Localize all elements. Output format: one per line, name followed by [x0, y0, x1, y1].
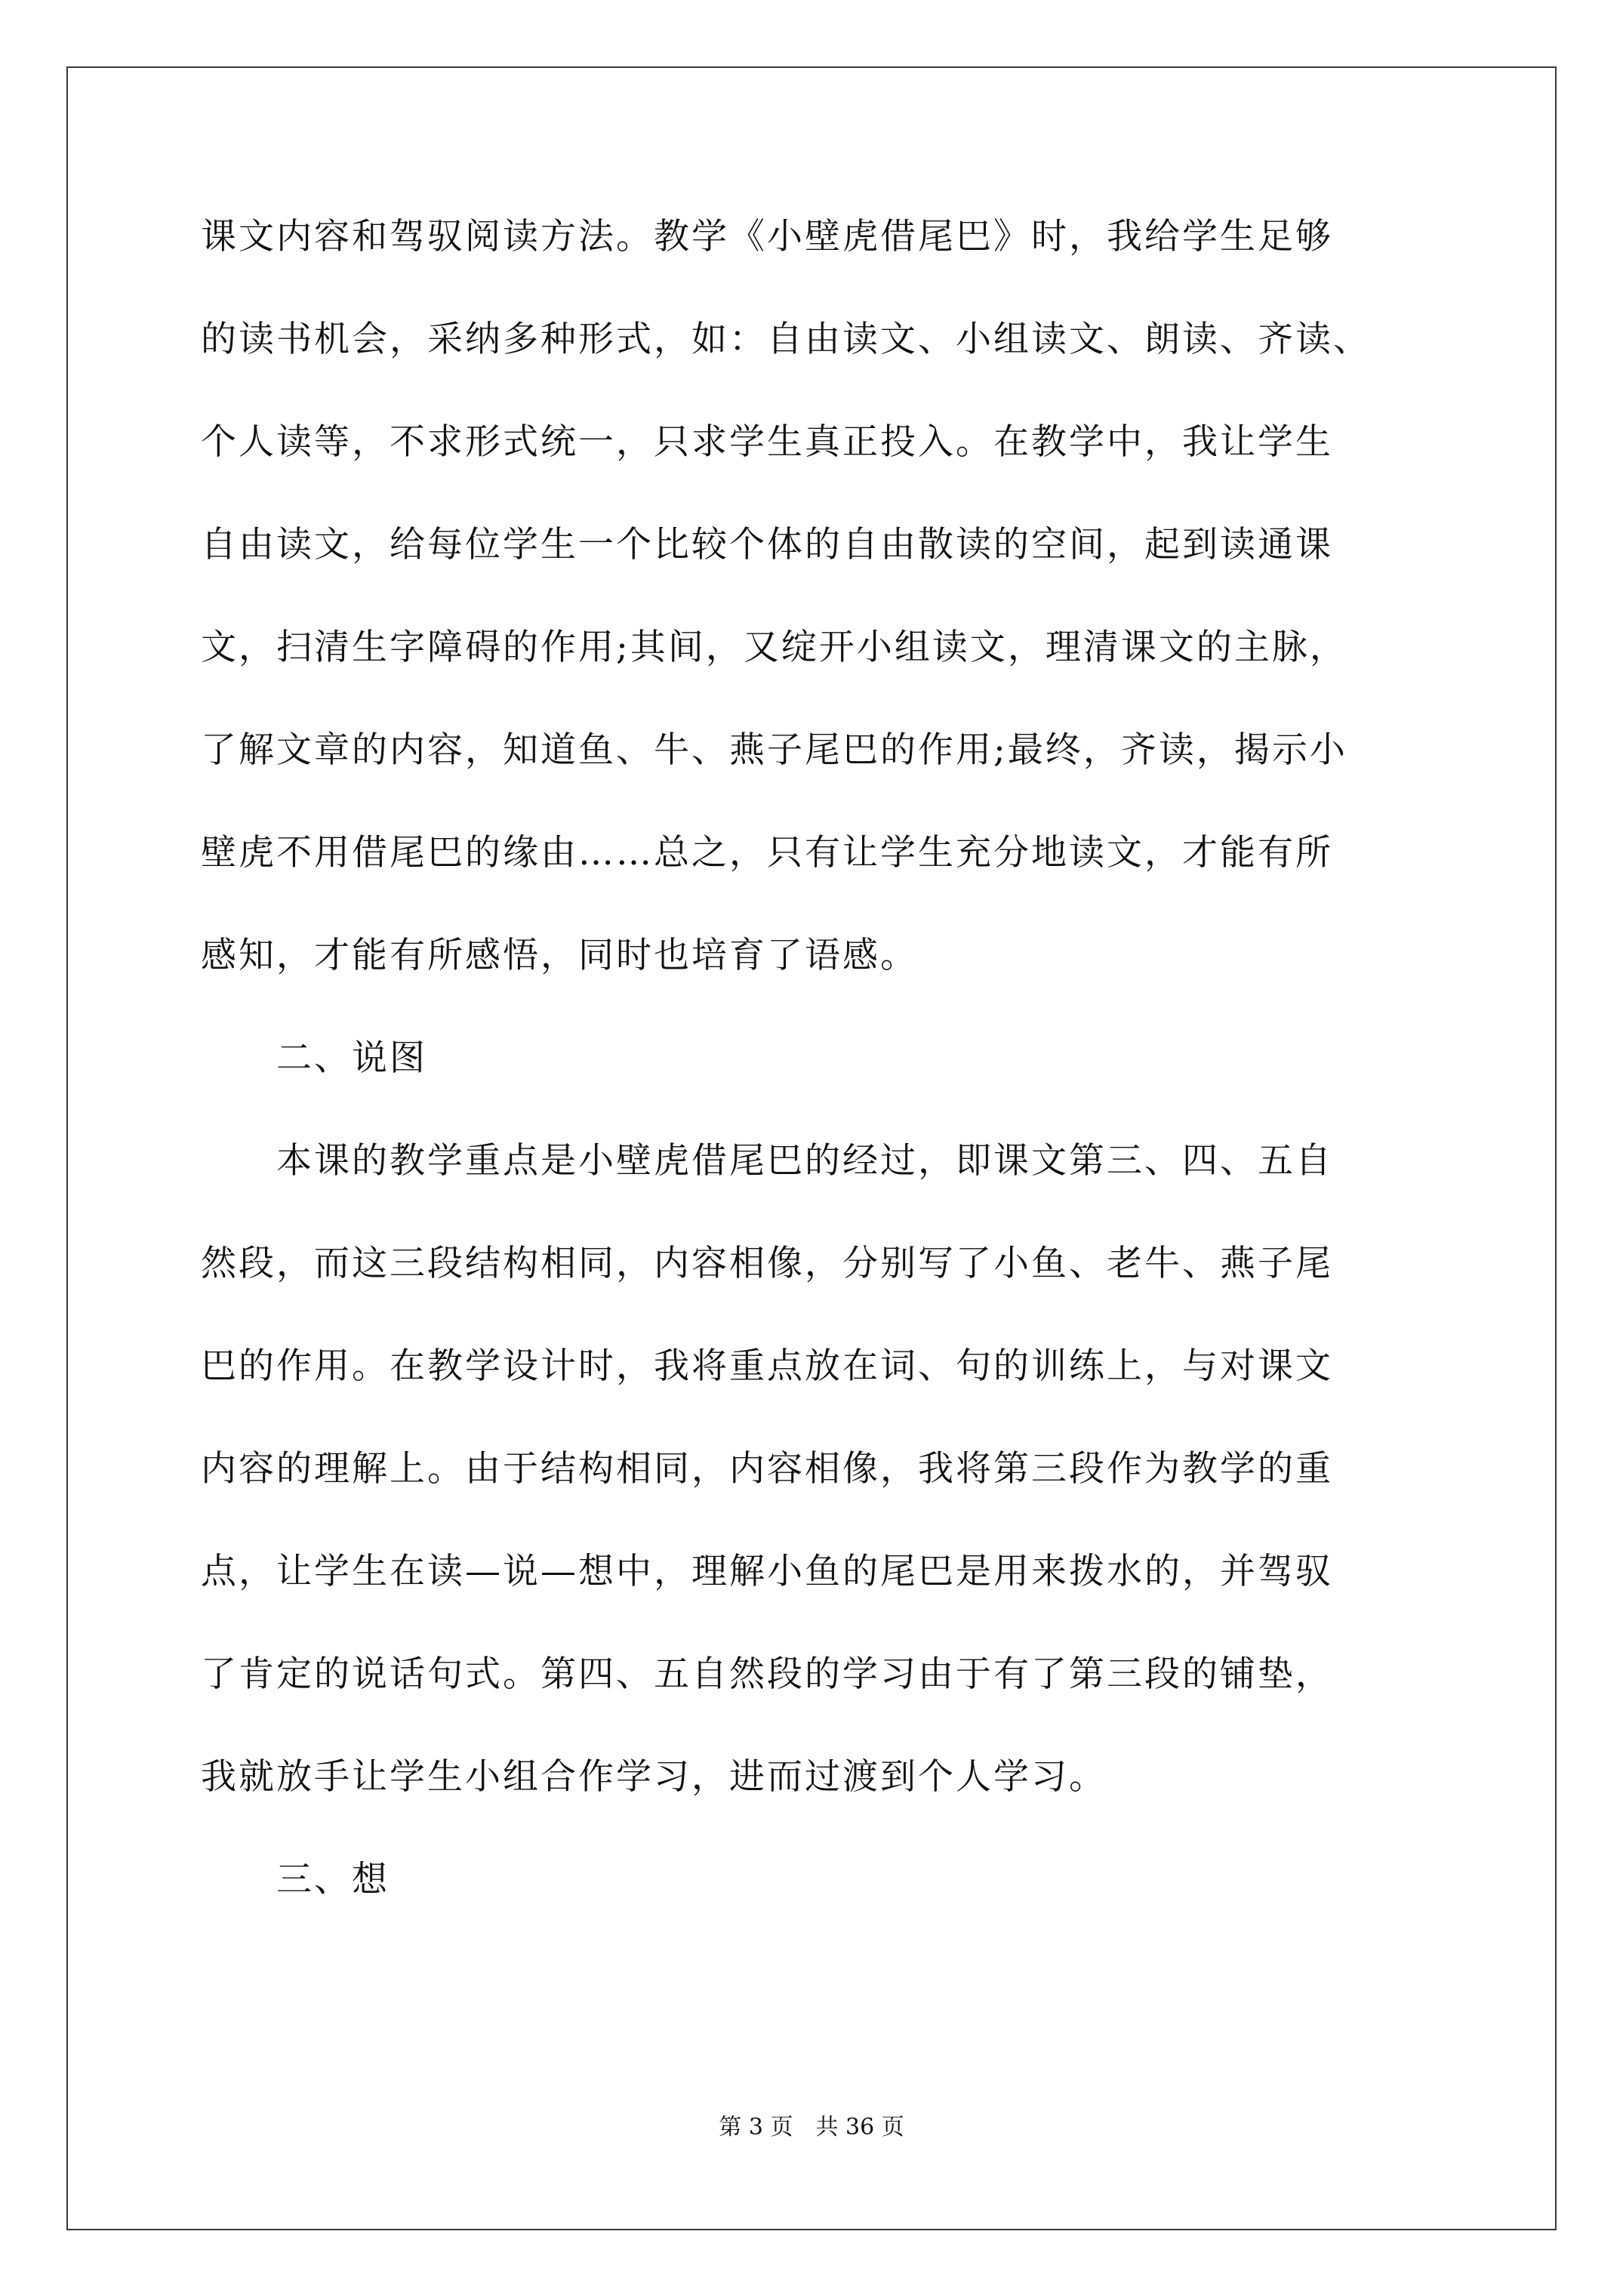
page-number: 第 3 页: [719, 2114, 793, 2140]
text-line-13: 内容的理解上。由于结构相同，内容相像，我将第三段作为教学的重: [201, 1448, 1333, 1490]
text-line-10: 本课的教学重点是小壁虎借尾巴的经过，即课文第三、四、五自: [276, 1140, 1333, 1182]
document-body: [201, 211, 1439, 1957]
text-line-12: 巴的作用。在教学设计时，我将重点放在词、句的训练上，与对课文: [201, 1345, 1333, 1387]
text-line-3: 个人读等，不求形式统一，只求学生真正投入。在教学中，我让学生: [201, 421, 1333, 463]
text-line-15: 了肯定的说话句式。第四、五自然段的学习由于有了第三段的铺垫，: [201, 1653, 1333, 1695]
text-line-2: 的读书机会，采纳多种形式，如：自由读文、小组读文、朗读、齐读、: [201, 319, 1371, 360]
text-line-5: 文，扫清生字障碍的作用;其间，又绽开小组读文，理清课文的主脉，: [201, 627, 1347, 668]
page-footer: [0, 2113, 1623, 2143]
section-heading-3: 三、想: [276, 1859, 390, 1900]
section-heading-2: 二、说图: [276, 1037, 427, 1079]
text-line-16: 我就放手让学生小组合作学习，进而过渡到个人学习。: [201, 1756, 1107, 1798]
text-line-1: 课文内容和驾驭阅读方法。教学《小壁虎借尾巴》时，我给学生足够: [201, 216, 1333, 257]
text-line-8: 感知，才能有所感悟，同时也培育了语感。: [201, 935, 918, 976]
text-line-4: 自由读文，给每位学生一个比较个体的自由散读的空间，起到读通课: [201, 524, 1333, 566]
page-total: 共 36 页: [815, 2114, 904, 2140]
text-line-7: 壁虎不用借尾巴的缘由……总之，只有让学生充分地读文，才能有所: [201, 832, 1333, 874]
text-line-6: 了解文章的内容，知道鱼、牛、燕子尾巴的作用;最终，齐读，揭示小: [201, 729, 1347, 771]
text-line-14: 点，让学生在读—说—想中，理解小鱼的尾巴是用来拨水的，并驾驭: [201, 1551, 1333, 1592]
text-line-11: 然段，而这三段结构相同，内容相像，分别写了小鱼、老牛、燕子尾: [201, 1243, 1333, 1284]
